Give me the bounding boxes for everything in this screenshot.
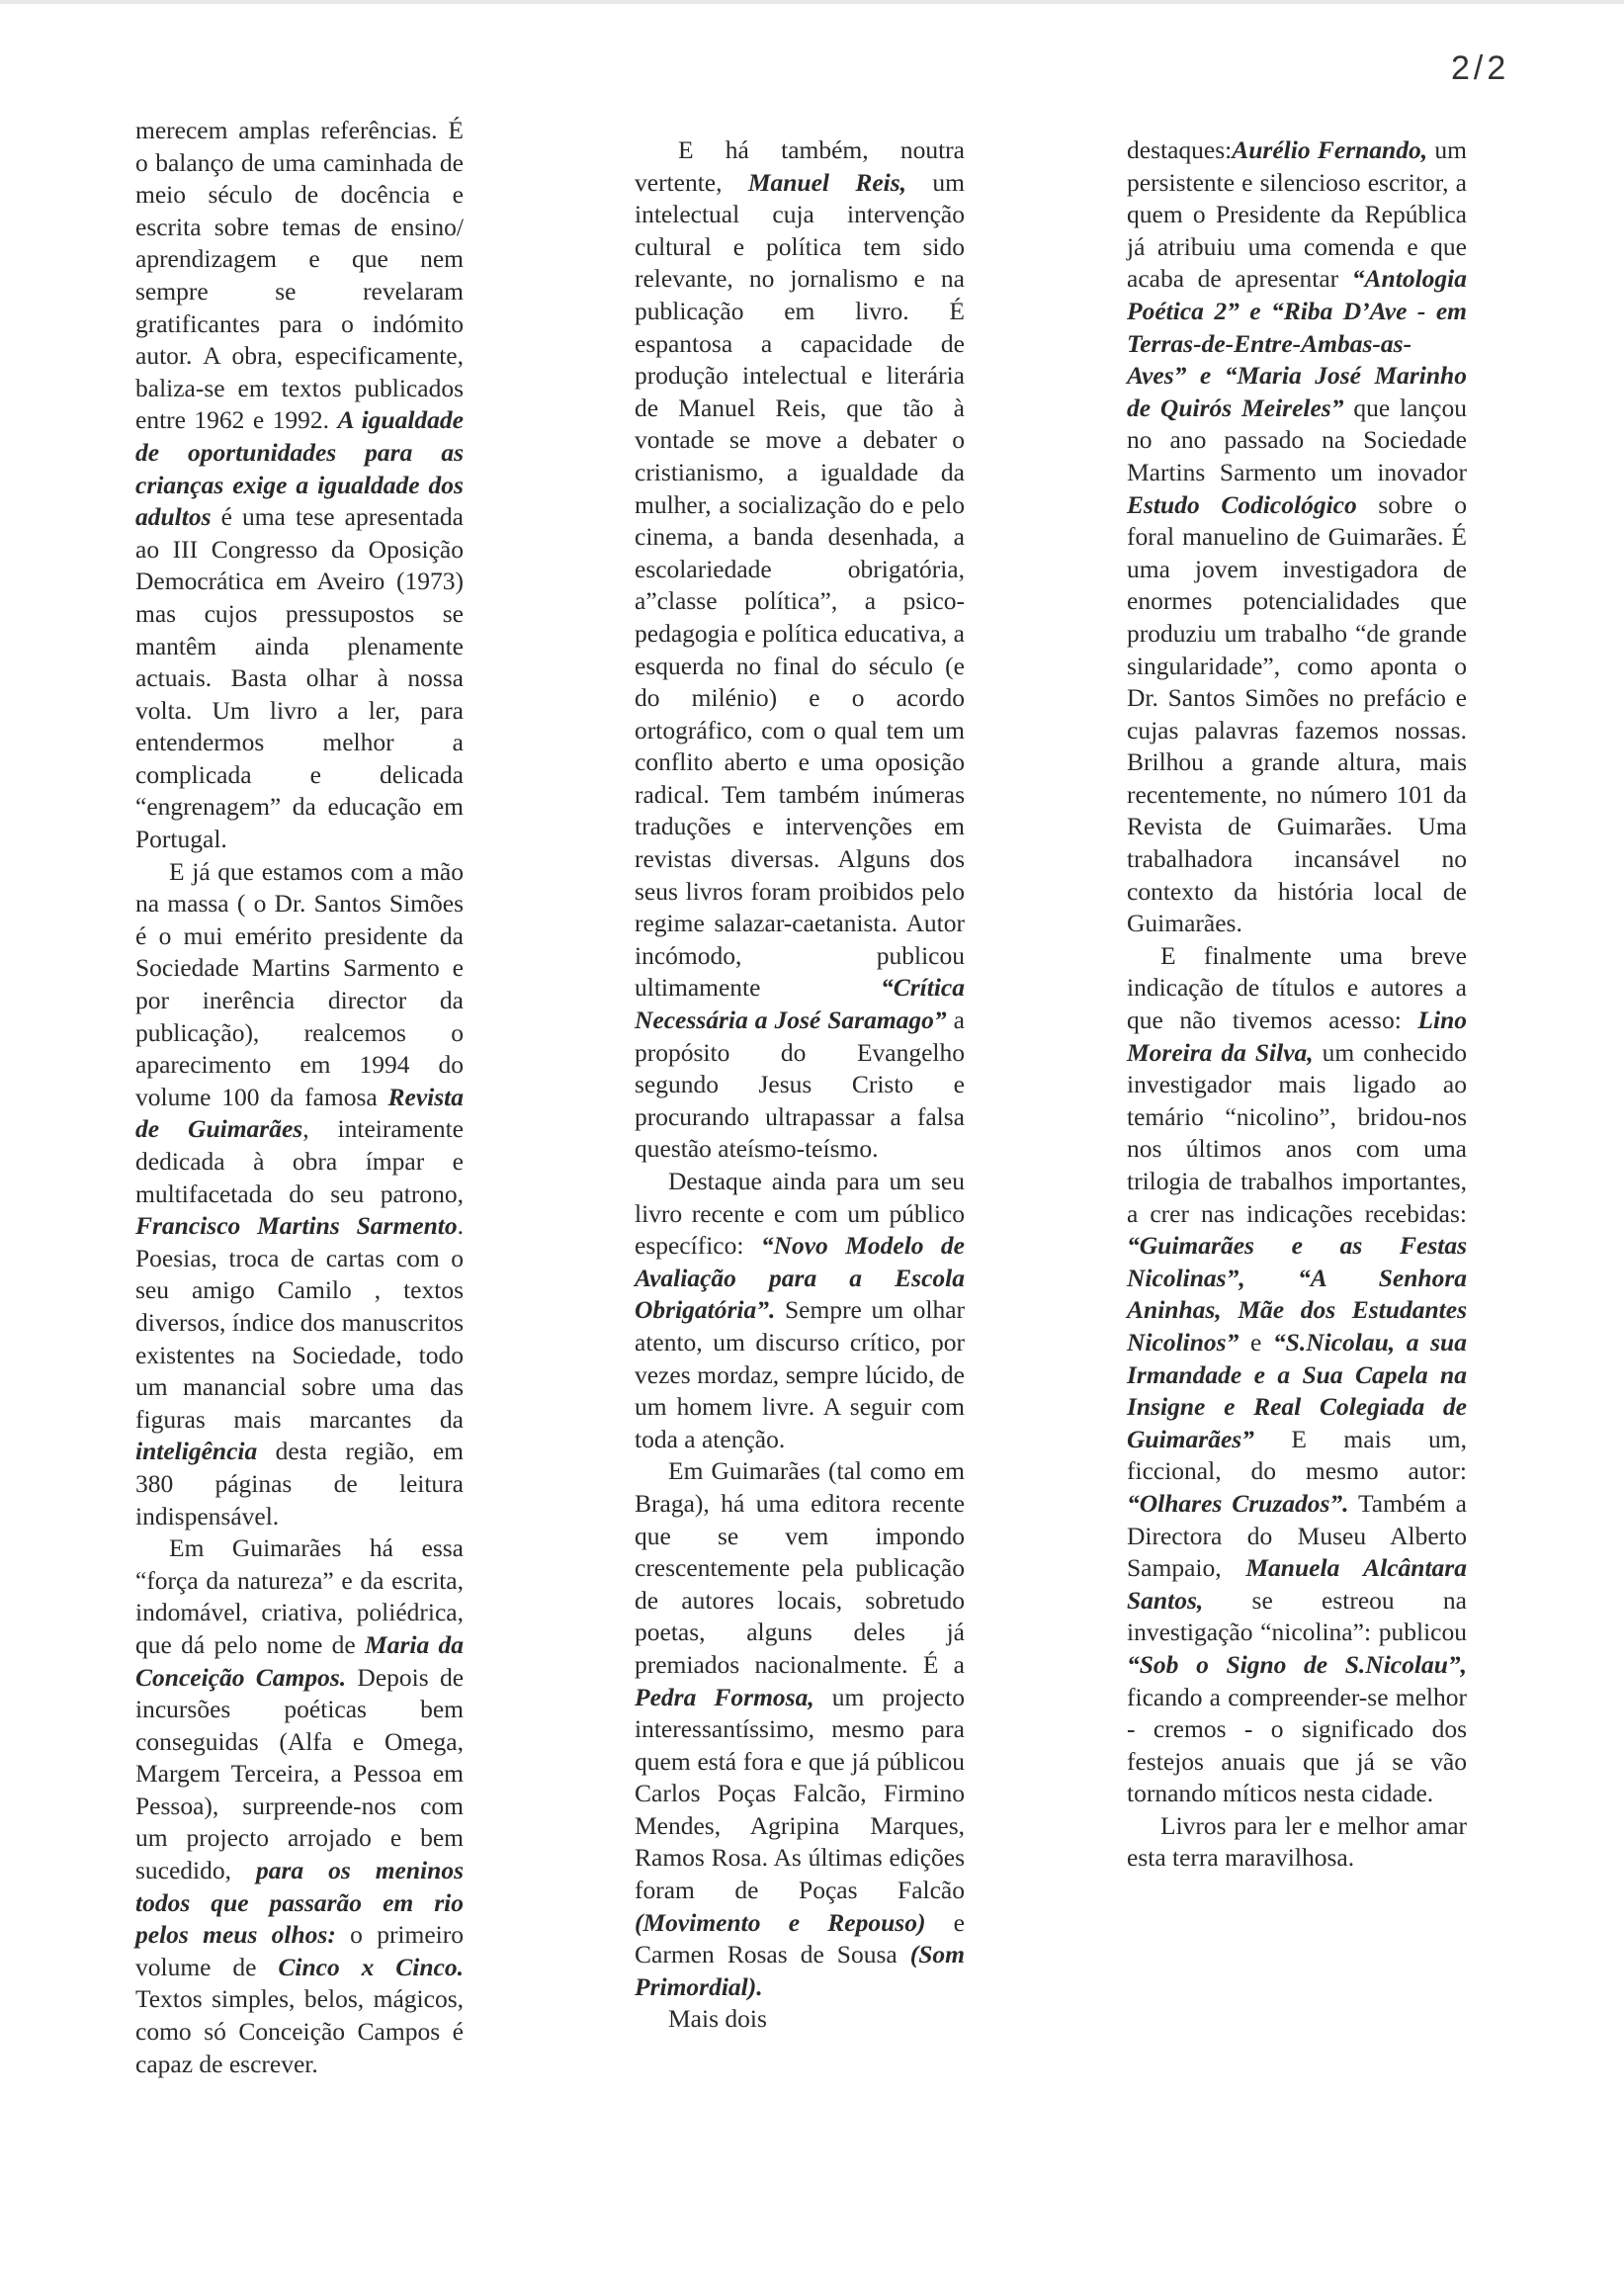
text-column-2 xyxy=(635,134,965,2036)
text-run: sobre o foral manuelino de Guimarães. É uma jovem investigadora de enormes potencialidades que produziu um trabalho “de grande singularidade”, como aponta o Dr. Santos Simões no prefácio e cujas palavras fazemos nossas. Brilhou a grande altura, mais recentemente, no número 101 da Revista de Guimarães. Uma trabalhadora incansável no contexto da história local de Guimarães. xyxy=(1127,489,1467,938)
paragraph xyxy=(135,1532,464,2080)
paragraph xyxy=(135,856,464,1532)
text-run: que lançou no ano passado na Sociedade Martins Sarmento um inovador xyxy=(1127,393,1467,486)
text-run: Livros para ler e melhor amar esta terra maravilhosa. xyxy=(1127,1810,1467,1873)
text-run: Sempre um olhar atento, um discurso crítico, por vezes mordaz, sempre lúcido, de um homem livre. A seguir com toda a atenção. xyxy=(635,1295,965,1453)
paragraph xyxy=(1127,1810,1467,1875)
text-run: Mais dois xyxy=(668,2004,767,2034)
emphasized-text: Estudo Codicológico xyxy=(1127,489,1357,519)
emphasized-text: Pedra Formosa, xyxy=(635,1682,814,1711)
text-run: E mais um, ficcional, do mesmo autor: xyxy=(1127,1424,1467,1486)
page-top-edge xyxy=(0,0,1624,4)
text-run: a propósito do Evangelho segundo Jesus Cristo e procurando ultrapassar a falsa questão ateísmo-teísmo. xyxy=(635,1006,965,1164)
emphasized-text: “Guimarães e as Festas Nicolinas”, “A Senhora Aninhas, Mãe dos Estudantes Nicolinos” xyxy=(1127,1231,1467,1356)
text-run: Em Guimarães há essa “força da natureza” e da escrita, indomável, criativa, poliédrica, que dá pelo nome de xyxy=(135,1533,464,1659)
page-number: 2/2 xyxy=(1451,49,1510,87)
emphasized-text: Manuel Reis, xyxy=(747,167,907,197)
emphasized-text: Maria da Conceição Campos. xyxy=(135,1629,464,1692)
emphasized-text: “Antologia Poética 2” e “Riba D’Ave - em Terras-de-Entre-Ambas-as-Aves” e “Maria José Marinho de Quirós Meireles” xyxy=(1127,264,1467,422)
text-run: desta região, em 380 páginas de leitura indispensável. xyxy=(135,1437,464,1531)
text-run: um projecto interessantíssimo, mesmo para quem está fora e que já públicou Carlos Poças Falcão, Firmino Mendes, Agripina Marques, Ramos Rosa. As últimas edições foram de Poças Falcão xyxy=(635,1682,965,1905)
emphasized-text: Cinco x Cinco. xyxy=(278,1952,464,1981)
text-run: um intelectual cuja intervenção cultural e política tem sido relevante, no jornalismo e na publicação em livro. É espantosa a capacidade de produção intelectual e literária de Manuel Reis, que tão à vontade se move a debater o cristianismo, a igualdade da mulher, a socialização do e pelo cinema, a banda desenhada, a escolariedade obrigatória, a”classe política”, a psico-pedagogia e política educativa, a esquerda no final do século (e do milénio) e o acordo ortográfico, com o qual tem um conflito aberto e uma oposição radical. Tem também inúmeras traduções e intervenções em revistas diversas. Alguns dos seus livros foram proibidos pelo regime salazar-caetanista. Autor incómodo, publicou ultimamente xyxy=(635,167,965,1003)
emphasized-text: Manuela Alcântara Santos, xyxy=(1127,1553,1467,1615)
text-run: Depois de incursões poéticas bem conseguidas (Alfa e Omega, Margem Terceira, a Pessoa em Pessoa), surpreende-nos com um projecto arrojado e bem sucedido, xyxy=(135,1662,465,1885)
text-run: é uma tese apresentada ao III Congresso da Oposição Democrática em Aveiro (1973) mas cujos pressupostos se mantêm ainda plenamente actuais. Basta olhar à nossa volta. Um livro a ler, para entendermos melhor a complicada e delicada “engrenagem” da educação em Portugal. xyxy=(135,502,464,854)
text-run: ficando a compreender-se melhor - cremos - o significado dos festejos anuais que já se vão tornando míticos nesta cidade. xyxy=(1127,1682,1467,1808)
text-run: e Carmen Rosas de Sousa xyxy=(635,1907,966,1969)
emphasized-text: Lino Moreira da Silva, xyxy=(1127,1006,1467,1067)
emphasized-text: A igualdade de oportunidades para as crianças exige a igualdade dos adultos xyxy=(135,405,464,532)
paragraph xyxy=(1127,134,1467,940)
text-run: Destaque ainda para um seu livro recente e com um público específico: xyxy=(635,1167,965,1261)
text-run: um conhecido investigador mais ligado ao temário “nicolino”, bridou-nos nos últimos anos com uma trilogia de trabalhos importantes, a crer nas indicações recebidas: xyxy=(1127,1037,1467,1228)
text-run: Em Guimarães (tal como em Braga), há uma editora recente que se vem impondo crescentemente pela publicação de autores locais, sobretudo poetas, alguns deles já premiados nacionalmente. É a xyxy=(635,1456,965,1679)
text-column-1 xyxy=(135,115,464,2080)
emphasized-text: “Crítica Necessária a José Saramago” xyxy=(635,973,965,1035)
text-run: se estreou na investigação “nicolina”: publicou xyxy=(1127,1585,1467,1647)
text-run: o primeiro volume de xyxy=(135,1920,464,1981)
emphasized-text: inteligência xyxy=(135,1437,258,1466)
emphasized-text: “Novo Modelo de Avaliação para a Escola Obrigatória”. xyxy=(635,1231,965,1325)
text-run: E há também, noutra vertente, xyxy=(635,135,965,197)
emphasized-text: “Sob o Signo de S.Nicolau”, xyxy=(1127,1649,1467,1679)
emphasized-text: (Movimento e Repouso) xyxy=(635,1907,926,1937)
text-run: e xyxy=(1239,1327,1273,1356)
paragraph xyxy=(635,1455,965,2003)
emphasized-text: para os meninos todos que passarão em rio pelos meus olhos: xyxy=(135,1856,464,1950)
emphasized-text: (Som Primordial). xyxy=(635,1940,965,2001)
emphasized-text: Revista de Guimarães xyxy=(135,1082,464,1144)
text-run: merecem amplas referências. É o balanço de uma caminhada de meio século de docência e escrita sobre temas de ensino/ aprendizagem e que nem sempre se revelaram gratificantes para o indómito autor. A obra, especificamente, baliza-se em textos publicados entre 1962 e 1992. xyxy=(135,116,464,435)
text-run: E já que estamos com a mão na massa ( o Dr. Santos Simões é o mui emérito presidente da Sociedade Martins Sarmento e por inerência director da publicação), realcemos o aparecimento em 1994 do volume 100 da famosa xyxy=(135,856,464,1111)
text-run: um persistente e silencioso escritor, a quem o Presidente da República já atribuiu uma comenda e que acaba de apresentar xyxy=(1127,135,1467,294)
emphasized-text: Aurélio Fernando, xyxy=(1232,135,1428,164)
paragraph xyxy=(635,134,965,1166)
paragraph xyxy=(1127,940,1467,1810)
text-run: Textos simples, belos, mágicos, como só Conceição Campos é capaz de escrever. xyxy=(135,1984,464,2078)
paragraph xyxy=(635,2003,965,2036)
text-column-3 xyxy=(1127,134,1467,1875)
text-run: , inteiramente dedicada à obra ímpar e multifacetada do seu patrono, xyxy=(135,1114,464,1208)
text-run: . Poesias, troca de cartas com o seu amigo Camilo , textos diversos, índice dos manuscritos existentes na Sociedade, todo um manancial sobre uma das figuras mais marcantes da xyxy=(135,1211,464,1434)
text-run: Também a Directora do Museu Alberto Sampaio, xyxy=(1127,1488,1468,1583)
paragraph xyxy=(635,1166,965,1455)
emphasized-text: Francisco Martins Sarmento xyxy=(135,1211,458,1241)
text-run: destaques: xyxy=(1127,135,1233,164)
text-run: E finalmente uma breve indicação de títulos e autores a que não tivemos acesso: xyxy=(1127,940,1467,1035)
paragraph xyxy=(135,115,464,856)
emphasized-text: “S.Nicolau, a sua Irmandade e a Sua Capela na Insigne e Real Colegiada de Guimarães” xyxy=(1127,1327,1467,1453)
emphasized-text: “Olhares Cruzados”. xyxy=(1127,1488,1349,1518)
